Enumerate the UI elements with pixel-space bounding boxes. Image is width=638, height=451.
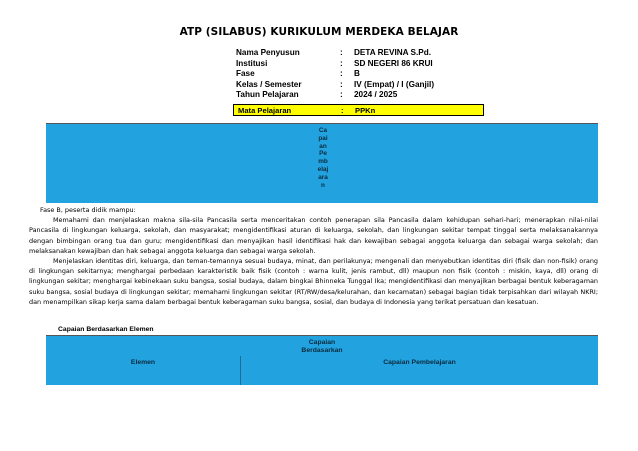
header-capaian-text: Capaian Pembelajaran [383,359,456,366]
mapel-label: Mata Pelajaran [238,106,292,115]
paragraph-1: Memahami dan menjelaskan makna sila-sila Pancasila serta menceritakan contoh penerapan sila Pancasila dalam kehidupan sehari-hari; menerapkan nilai-nilai Pancasila di lingkungan keluarga, sekolah, dan masyarakat; mengidentifikasi aturan di keluarga, sekolah, dan lingkungan sekitar tempat tinggal serta melaksanakannya dengan bimbingan orang tua dan guru; mengidentifikasi dan menyajikan hasil identifikasi hak dan kewajiban sebagai anggota keluarga dan sebagai warga sekolah; dan melaksanakan kewajiban dan hak sebagai anggota keluarga dan sebagai warga sekolah. [29,216,598,255]
elemen-table [46,356,598,385]
info-separator: : [340,58,343,68]
info-row-kelas [236,80,486,91]
info-separator: : [340,79,343,89]
capaian-elemen-label: Capaian Berdasarkan Elemen [58,326,154,333]
info-label: Fase [236,69,255,79]
capaian-elemen-title: Capaian Berdasarkan [301,339,343,355]
capaian-text [29,205,598,307]
header-elemen-text: Elemen [130,359,156,366]
page-title: ATP (SILABUS) KURIKULUM MERDEKA BELAJAR [179,26,459,38]
info-label: Institusi [236,58,268,68]
mapel-separator: : [341,106,344,115]
info-separator: : [340,90,343,100]
info-separator: : [340,48,343,57]
table-header-capaian [241,356,598,385]
intro-text: Fase B, peserta didik mampu: [40,206,136,214]
table-header-elemen [46,356,241,385]
info-row-institusi [236,59,486,70]
info-separator: : [340,69,343,79]
mapel-value: PPKn [355,106,376,115]
info-label: Tahun Pelajaran [236,90,299,100]
info-value: 2024 / 2025 [354,90,398,100]
info-value: SD NEGERI 86 KRUI [354,58,433,68]
paragraph-2: Menjelaskan identitas diri, keluarga, dan teman-temannya sesuai budaya, minat, dan perilakunya; mengenali dan menyebutkan identitas diri (fisik dan non-fisik) orang di lingkungan sekitarnya; menghargai perbedaan karakteristik baik fisik (contoh : warna kulit, jenis rambut, dll) maupun non fisik (contoh : miskin, kaya, dll) orang di lingkungan sekitar; menghargai kebinekaan suku bangsa, sosial budaya, dalam bingkai Bhinneka Tunggal Ika; mengidentifikasi dan menyajikan berbagai bentuk keberagaman suku bangsa, sosial budaya di lingkungan sekitar; memahami lingkungan sekitar (RT/RW/desa/kelurahan, dan kecamatan) sebagai bagian tidak terpisahkan dari wilayah NKRI; dan menampilkan sikap kerja sama dalam berbagai bentuk keberagaman suku bangsa, sosial, dan budaya di Indonesia yang terikat persatuan dan kesatuan. [29,257,598,306]
info-value: DETA REVINA S.Pd. [354,48,432,57]
info-value: B [354,69,360,79]
info-row-fase [236,69,486,80]
info-label: Kelas / Semester [236,79,302,89]
capaian-pembelajaran-vertical-label: Capaian Pembelajaran [317,127,329,189]
mata-pelajaran-row [233,104,484,116]
info-label: Nama Penyusun [236,48,300,57]
info-block [236,48,486,101]
info-value: IV (Empat) / I (Ganjil) [354,79,435,89]
info-row-penyusun [236,48,486,59]
capaian-pembelajaran-header [46,123,598,203]
info-row-tahun [236,90,486,101]
